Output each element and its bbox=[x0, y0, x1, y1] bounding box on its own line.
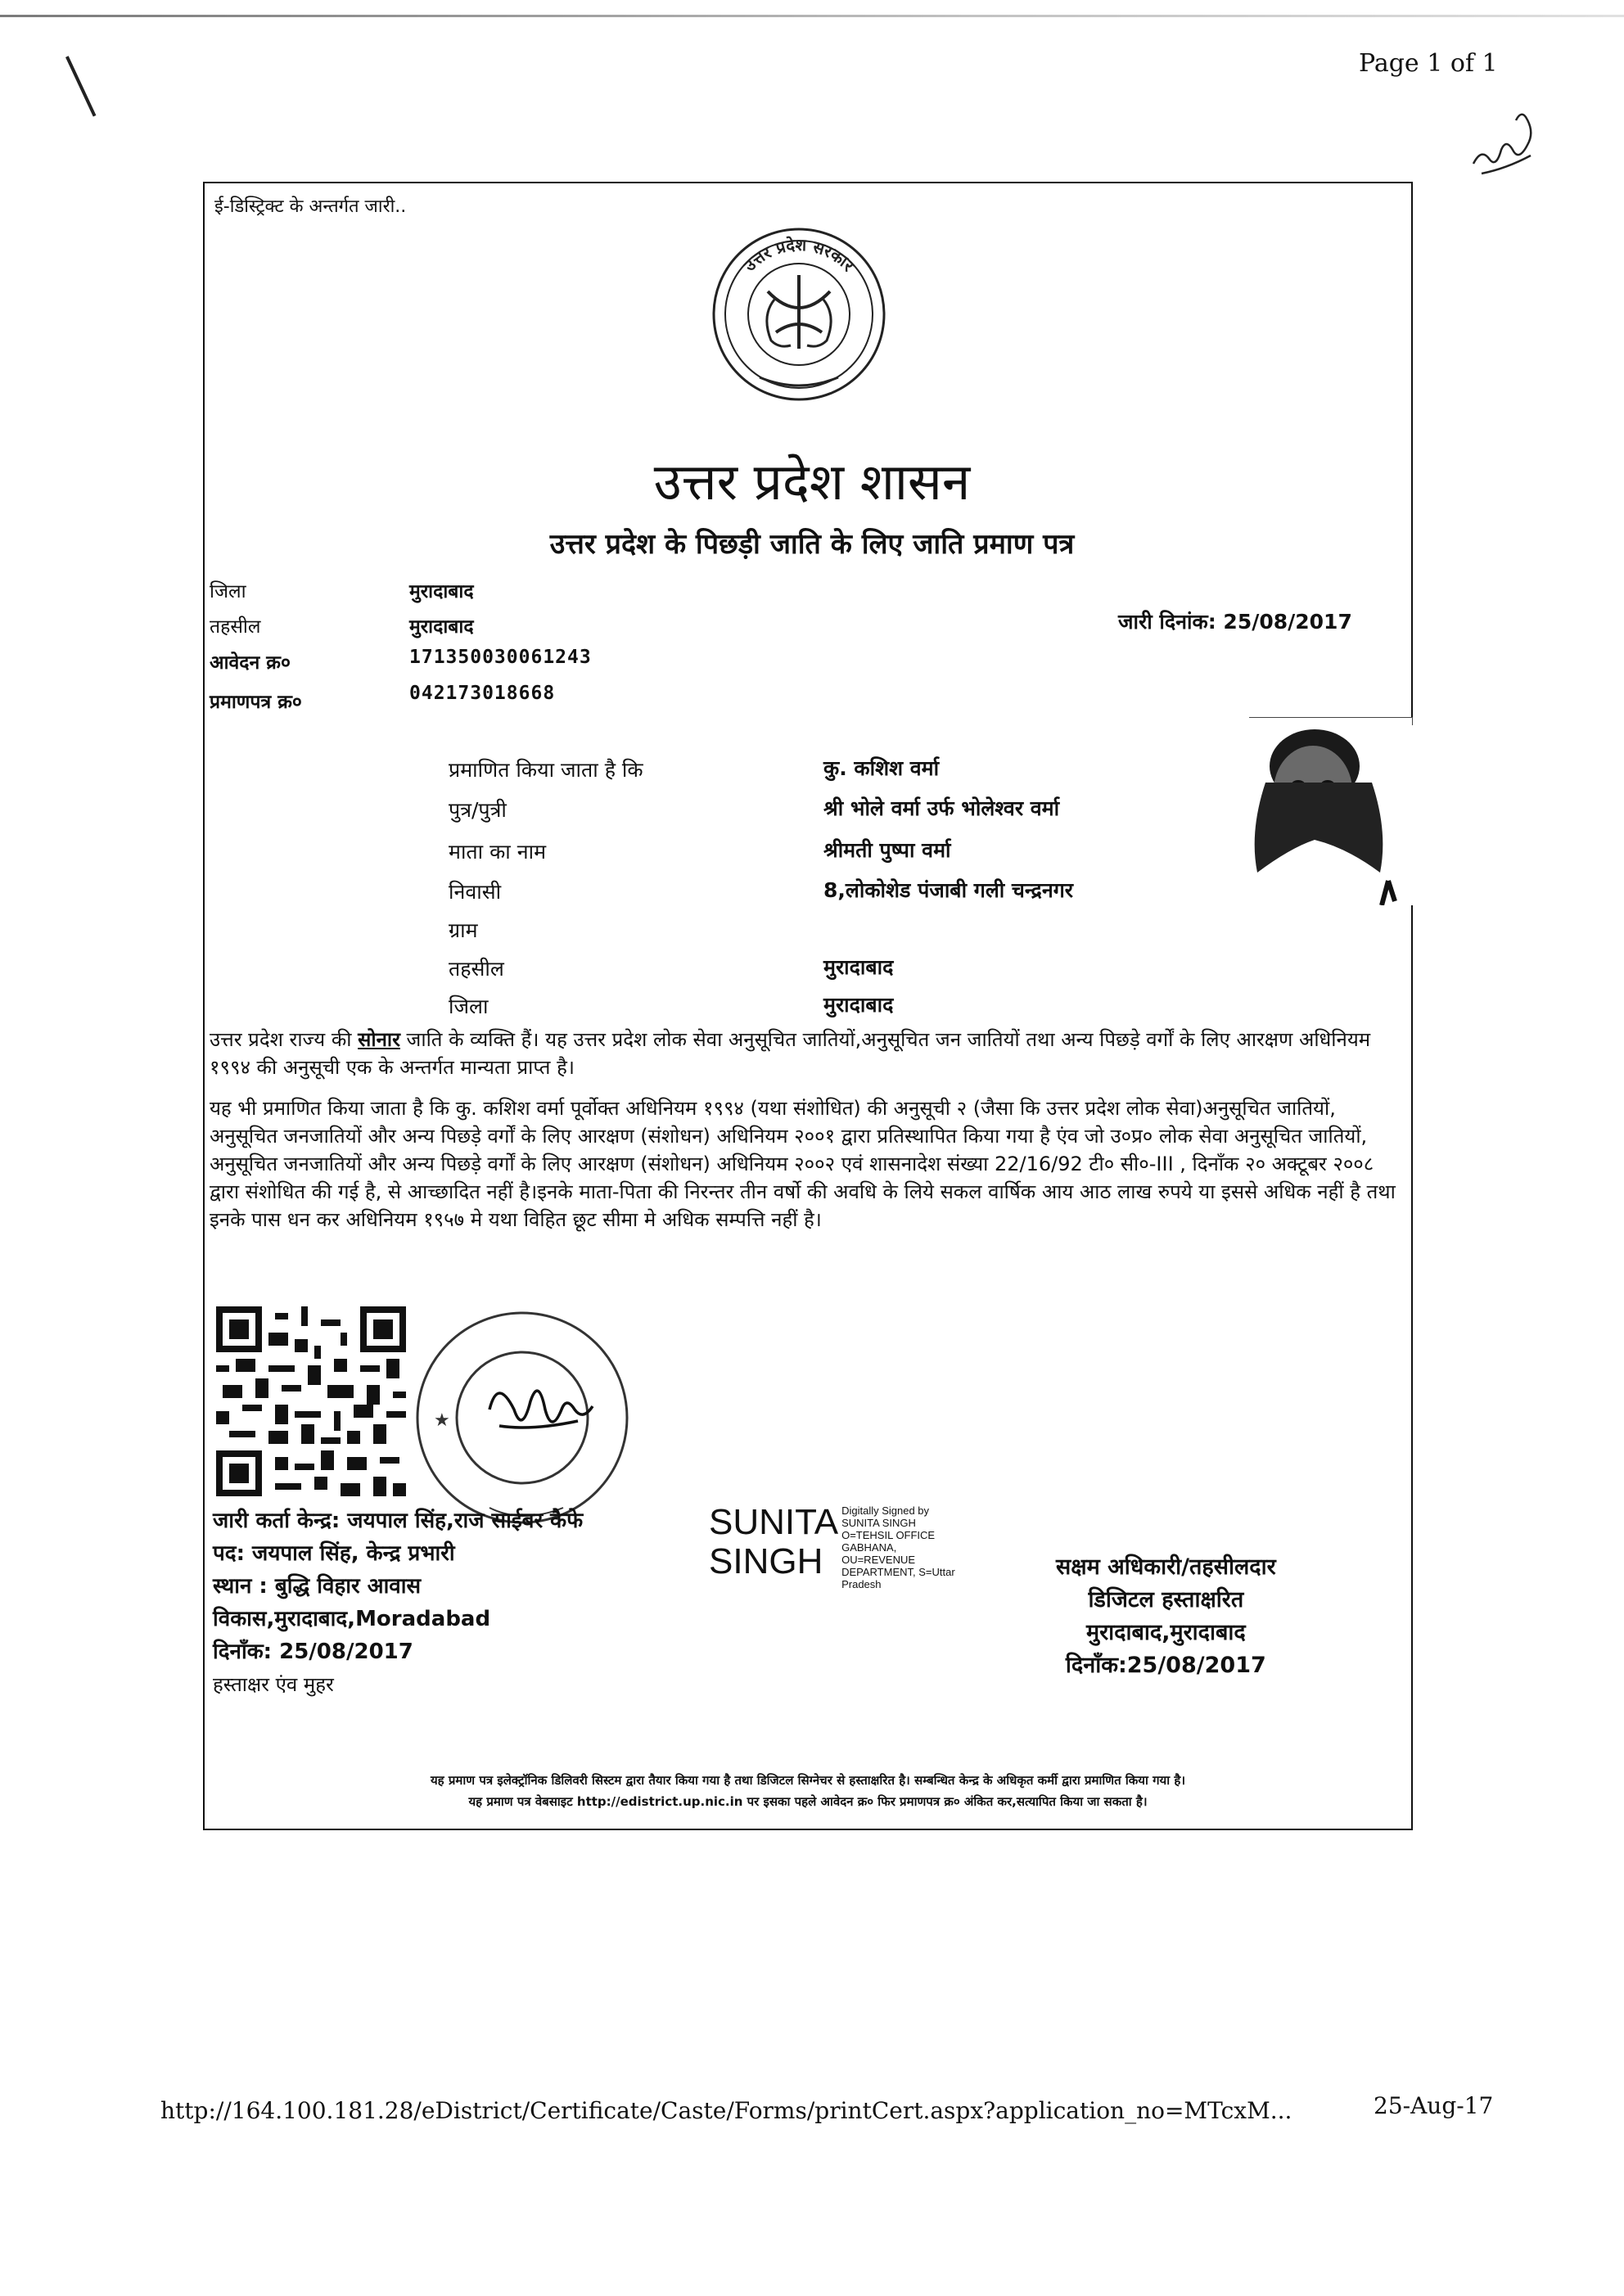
certificate-number-value: 042173018668 bbox=[409, 683, 556, 704]
issued-under-note: ई-डिस्ट्रिक्ट के अन्तर्गत जारी.. bbox=[214, 196, 407, 217]
svg-text:उत्तर प्रदेश सरकार: उत्तर प्रदेश सरकार bbox=[739, 234, 859, 276]
print-url: http://164.100.181.28/eDistrict/Certificate/Caste/Forms/printCert.aspx?application_no=MTcxM... bbox=[160, 2097, 1292, 2124]
caste-statement-start: उत्तर प्रदेश राज्य की bbox=[210, 1028, 359, 1051]
father-name: श्री भोले वर्मा उर्फ भोलेश्वर वर्मा bbox=[823, 796, 1060, 820]
officer-location: मुरादाबाद,मुरादाबाद bbox=[1085, 1620, 1246, 1645]
issuer-sign-label: हस्ताक्षर एंव मुहर bbox=[213, 1673, 334, 1696]
issuer-details bbox=[213, 1504, 583, 1701]
district-value: मुरादाबाद bbox=[409, 581, 474, 602]
signature-detail: SUNITA SINGH bbox=[841, 1517, 916, 1529]
village-label: ग्राम bbox=[449, 918, 478, 942]
signature-detail: Digitally Signed by bbox=[841, 1504, 930, 1517]
certify-label: प्रमाणित किया जाता है कि bbox=[449, 758, 643, 782]
signer-name bbox=[709, 1503, 838, 1581]
detail-tehsil-label: तहसील bbox=[449, 957, 504, 981]
tehsil-value: मुरादाबाद bbox=[409, 616, 474, 638]
pen-mark bbox=[65, 56, 96, 116]
application-number-label: आवेदन क्र० bbox=[210, 652, 291, 674]
signature-detail: OU=REVENUE bbox=[841, 1554, 916, 1566]
eligibility-statement: यह भी प्रमाणित किया जाता है कि कु. कशिश वर्मा पूर्वोक्त अधिनियम १९९४ (यथा संशोधित) की अनुसूची २ (जैसा कि उत्तर प्रदेश लोक सेवा)अनुसूचित जातियों, अनुसूचित जनजातियों और अन्य पिछड़े वर्गों के लिए आरक्षण (संशोधन) अधिनियम २००१ द्वारा प्रतिस्थापित किया गया है एंव जो उ०प्र० लोक सेवा अनुसूचित जातियों, अनुसूचित जनजातियों और अन्य पिछड़े वर्गों के लिए आरक्षण (संशोधन) अधिनियम २००२ एवं शासनादेश संख्या 22/16/92 टी० सी०-III , दिनाँक २० अक्टूबर २००८ द्वारा संशोधित की गई है, से आच्छादित नहीं है।इनके माता-पिता की निरन्तर तीन वर्षो की अवधि के लिये सकल वार्षिक आय आठ लाख रुपये या इससे अधिक नहीं है तथा इनके पास धन कर अधिनियम १९५७ मे यथा विहित छूट सीमा मे अधिक सम्पत्ति नहीं है। bbox=[210, 1097, 1396, 1231]
footer-note: यह प्रमाण पत्र वेबसाइट http://edistrict.up.nic.in पर इसका पहले आवेदन क्र० फिर प्रमाणपत्र क्र० अंकित कर,सत्यापित किया जा सकता है। bbox=[468, 1794, 1148, 1809]
district-label: जिला bbox=[210, 581, 246, 602]
certificate-subtitle: उत्तर प्रदेश के पिछड़ी जाति के लिए जाति प्रमाण पत्र bbox=[549, 528, 1075, 561]
issuer-post: पद: जयपाल सिंह, केन्द्र प्रभारी bbox=[213, 1541, 455, 1566]
signature-detail: Pradesh bbox=[841, 1578, 882, 1590]
son-daughter-label: पुत्र/पुत्री bbox=[449, 798, 507, 822]
applicant-name: कु. कशिश वर्मा bbox=[823, 756, 940, 780]
verification-qr-code bbox=[216, 1306, 406, 1496]
digital-signature bbox=[709, 1503, 955, 1590]
signature-detail: DEPARTMENT, S=Uttar bbox=[841, 1566, 955, 1578]
issuer-date: दिनाँक: 25/08/2017 bbox=[213, 1640, 413, 1664]
caste-name: सोनार bbox=[358, 1028, 400, 1051]
issuer-place-line2: विकास,मुरादाबाद,Moradabad bbox=[213, 1607, 491, 1631]
signer-name-line2: SINGH bbox=[709, 1541, 823, 1581]
competent-officer bbox=[1056, 1551, 1276, 1682]
mother-name-label: माता का नाम bbox=[449, 840, 547, 864]
officer-sign-type: डिजिटल हस्ताक्षरित bbox=[1088, 1587, 1244, 1613]
certificate-number-label: प्रमाणपत्र क्र० bbox=[210, 692, 302, 713]
issuer-place-line1: स्थान : बुद्धि विहार आवास bbox=[213, 1574, 422, 1599]
application-number-value: 171350030061243 bbox=[409, 647, 592, 668]
applicant-photo bbox=[1216, 717, 1413, 905]
officer-designation: सक्षम अधिकारी/तहसीलदार bbox=[1056, 1554, 1276, 1580]
officer-date: दिनाँक:25/08/2017 bbox=[1065, 1653, 1266, 1678]
issuer-centre: जारी कर्ता केन्द्र: जयपाल सिंह,राज साईबर कैफे bbox=[213, 1509, 584, 1533]
government-title: उत्तर प्रदेश शासन bbox=[653, 452, 971, 512]
signature-detail: GABHANA, bbox=[841, 1541, 897, 1554]
resident-address: 8,लोकोशेड पंजाबी गली चन्द्रनगर bbox=[823, 878, 1074, 902]
signer-name-line1: SUNITA bbox=[709, 1502, 839, 1542]
up-government-emblem bbox=[710, 226, 887, 403]
page-number: Page 1 of 1 bbox=[1359, 49, 1498, 78]
scan-artifact-line bbox=[0, 15, 1624, 17]
detail-district-label: जिला bbox=[449, 995, 489, 1018]
footer-notes bbox=[205, 1770, 1411, 1812]
caste-statement bbox=[210, 1026, 1405, 1081]
detail-district-value: मुरादाबाद bbox=[823, 993, 894, 1017]
signature-details bbox=[841, 1504, 955, 1590]
tehsil-label: तहसील bbox=[210, 616, 261, 638]
resident-label: निवासी bbox=[449, 880, 502, 904]
handwritten-initials bbox=[1457, 106, 1547, 180]
issue-date: जारी दिनांक: 25/08/2017 bbox=[1118, 610, 1352, 634]
caste-statement-end: जाति के व्यक्ति हैं। यह उत्तर प्रदेश लोक सेवा अनुसूचित जातियों,अनुसूचित जन जातियों तथा अन्य पिछड़े वर्गों के लिए आरक्षण अधिनियम १९९४ की अनुसूची एक के अन्तर्गत मान्यता प्राप्त है। bbox=[210, 1028, 1371, 1079]
detail-tehsil-value: मुरादाबाद bbox=[823, 955, 894, 979]
footer-note: यह प्रमाण पत्र इलेक्ट्रॉनिक डिलिवरी सिस्टम द्वारा तैयार किया गया है तथा डिजिटल सिग्नेचर से हस्ताक्षरित है। सम्बन्धित केन्द्र के अधिकृत कर्मी द्वारा प्रमाणित किया गया है। bbox=[430, 1773, 1186, 1788]
mother-name: श्रीमती पुष्पा वर्मा bbox=[823, 838, 951, 862]
print-date: 25-Aug-17 bbox=[1374, 2092, 1494, 2119]
signature-detail: O=TEHSIL OFFICE bbox=[841, 1529, 936, 1541]
svg-text:★: ★ bbox=[434, 1410, 450, 1431]
